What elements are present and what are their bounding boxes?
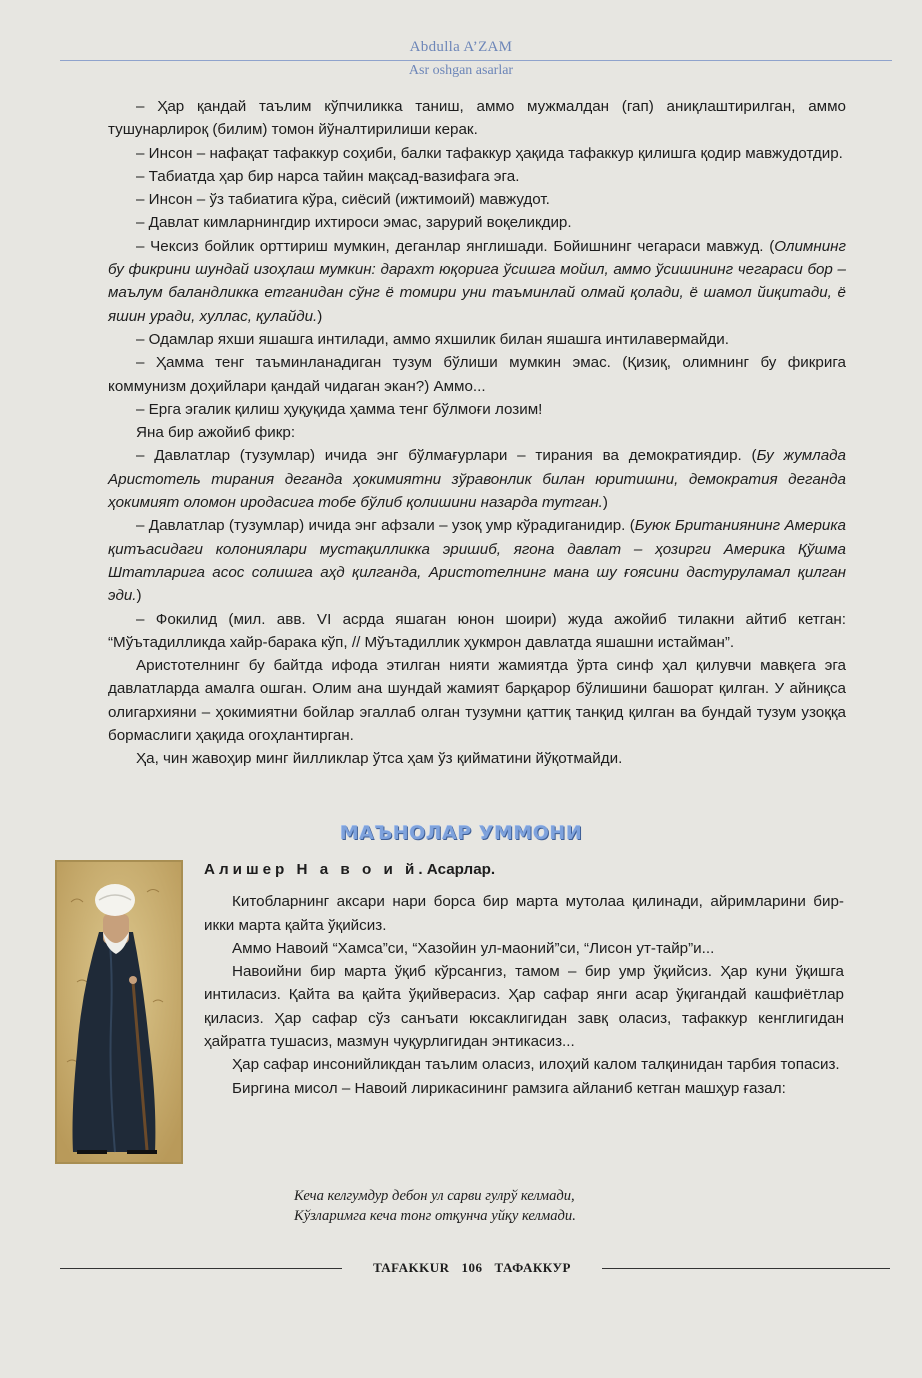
footer-rule-left [60, 1268, 342, 1269]
navoi-heading-name: Алишер Н а в о и й [204, 861, 419, 878]
paragraph-tail: ) [317, 307, 323, 325]
navoi-paragraph: Ҳар сафар инсонийликдан таълим оласиз, илоҳий калом талқинидан тарбия топасиз. [232, 1056, 840, 1074]
paragraph-text: – Табиатда ҳар бир нарса тайин мақсад-вазифага эга. [136, 167, 520, 185]
footer-title-latin: TAFAKKUR [373, 1260, 450, 1275]
body-paragraph [108, 444, 846, 514]
navoi-heading [204, 858, 844, 881]
paragraph-commentary: Буюк Британиянинг Америка қитъасидаги колониялари мустақилликка эришиб, ягона давлат – ҳозирги Америка Қўшма Штатларига асос солишга аҳд қилганда, Аристотелнинг мана шу ғоясини дастуруламал қилган эди. [108, 517, 846, 605]
paragraph-text: – Инсон – нафақат тафаккур соҳиби, балки тафаккур ҳақида тафаккур қилишга қодир мавжудотдир. [136, 144, 843, 162]
navoi-section [204, 858, 844, 1100]
footer-rule-right [602, 1268, 890, 1269]
navoi-portrait [55, 860, 183, 1164]
footer-label [342, 1258, 602, 1278]
running-footer [0, 1258, 922, 1278]
paragraph-text: Ҳа, чин жавоҳир минг йилликлар ўтса ҳам ўз қийматини йўқотмайди. [136, 750, 623, 768]
paragraph-commentary: Бу жумлада Аристотель тирания деганда ҳокимиятни зўравонлик билан юритишни, демократия деганда ҳокимият оломон иродасига тобе бўлиб қолишини назарда тутган. [108, 447, 846, 512]
header-author: Abdulla A’ZAM [409, 39, 513, 55]
header-subtitle: Asr oshgan asarlar [408, 63, 514, 78]
ghazal-quote [294, 1186, 576, 1226]
body-paragraph [108, 514, 846, 607]
paragraph-text: – Ҳар қандай таълим кўпчиликка таниш, аммо мужмалдан (гап) аниқлаштирилган, аммо тушунарлироқ (билим) томон йўналтирилиши керак. [108, 98, 846, 139]
navoi-heading-rest: . Асарлар. [418, 861, 496, 878]
body-paragraph [108, 188, 846, 211]
body-paragraph [108, 421, 846, 444]
page-number: 106 [461, 1260, 483, 1275]
paragraph-tail: ) [602, 494, 608, 512]
body-paragraph [108, 351, 846, 398]
paragraph-text: Яна бир ажойиб фикр: [136, 424, 296, 442]
body-paragraph [108, 165, 846, 188]
navoi-paragraph: Навоийни бир марта ўқиб кўрсангиз, тамом – бир умр ўқийсиз. Ҳар куни ўқишга интиласиз. Қайта ва қайта ўқийверасиз. Ҳар сафар янги асар ўқигандай кашфиётлар қиласиз. Ҳар сафар сўз санъати юксаклигидан завқ оласиз, тафаккур кенглигидан ҳайратга тушасиз, мазмун чуқурлигидан энтикасиз... [204, 963, 844, 1051]
body-paragraph [108, 328, 846, 351]
body-paragraph [108, 95, 846, 142]
footer-title-cyrillic: ТАФАККУР [494, 1260, 571, 1275]
navoi-paragraph: Китобларнинг аксари нари борса бир марта мутолаа қилинади, айримларини бир-икки марта қайта ўқийсиз. [204, 893, 844, 934]
paragraph-commentary: Олимнинг бу фикрини шундай изоҳлаш мумкин: дарахт юқорига ўсишга мойил, аммо ўсишининг чегараси бор – маълум баландликка етганидан сўнг ё томири уни таъминлай олмай қолади, ё шамол йиқитади, ё яшин уради, хуллас, қулайди. [108, 237, 846, 325]
paragraph-text: – Давлат кимларнингдир ихтироси эмас, зарурий воқеликдир. [136, 214, 572, 232]
paragraph-text: – Ҳамма тенг таъминланадиган тузум бўлиши мумкин эмас. (Қизиқ, олимнинг бу фикрига коммунизм доҳийлари қандай чидаган экан?) Аммо... [108, 354, 846, 395]
body-paragraph [108, 235, 846, 328]
paragraph-text: – Инсон – ўз табиатига кўра, сиёсий (ижтимоий) мавжудот. [136, 191, 550, 209]
paragraph-text: – Давлатлар (тузумлар) ичида энг афзали – узоқ умр кўрадиганидир. ( [136, 517, 635, 535]
navoi-portrait-illustration [57, 862, 181, 1162]
body-paragraph [108, 747, 846, 770]
poem-line: Кеча келгумдур дебон ул сарви гулрў келмади, [294, 1188, 575, 1204]
paragraph-text: – Давлатлар (тузумлар) ичида энг бўлмағурлари – тирания ва демократиядир. ( [136, 447, 757, 465]
paragraph-text: – Фокилид (мил. авв. VI асрда яшаган юнон шоири) жуда ажойиб тилакни айтиб кетган: “Мўътадилликда хайр-барака кўп, // Мўътадиллик ҳукмрон давлатда яшашни истайман”. [108, 610, 846, 651]
body-paragraph [108, 654, 846, 747]
running-header [0, 38, 922, 79]
section-title: МАЪНОЛАР УММОНИ [339, 822, 583, 844]
body-paragraph [108, 398, 846, 421]
paragraph-text: Аристотелнинг бу байтда ифода этилган нияти жамиятда ўрта синф ҳал қилувчи мавқега эга давлатларда амалга ошган. Олим ана шундай жамият барқарор бўлишини башорат қилган. У айниқса олигархияни – ҳокимиятни бойлар эгаллаб олган тузумни қаттиқ танқид қилган ва бундай тузум узоққа бормаслиги ҳақида огоҳлантирган. [108, 657, 846, 745]
navoi-paragraph: Биргина мисол – Навоий лирикасининг рамзига айланиб кетган машҳур ғазал: [232, 1079, 786, 1097]
navoi-paragraph: Аммо Навоий “Хамса”си, “Хазойин ул-маоний”си, “Лисон ут-тайр”и... [232, 939, 715, 957]
paragraph-text: – Чексиз бойлик орттириш мумкин, деганлар янглишади. Бойишнинг чегараси мавжуд. ( [136, 237, 775, 255]
body-paragraph [108, 211, 846, 234]
body-paragraph [108, 142, 846, 165]
body-paragraph [108, 608, 846, 655]
header-rule [60, 60, 892, 61]
poem-line: Кўзларимга кеча тонг отқунча уйқу келмади. [294, 1208, 576, 1224]
paragraph-tail: ) [136, 587, 142, 605]
article-body [108, 95, 846, 771]
paragraph-text: – Ерга эгалик қилиш ҳуқуқида ҳамма тенг бўлмоғи лозим! [136, 400, 543, 418]
paragraph-text: – Одамлар яхши яшашга интилади, аммо яхшилик билан яшашга интилавермайди. [136, 330, 729, 348]
